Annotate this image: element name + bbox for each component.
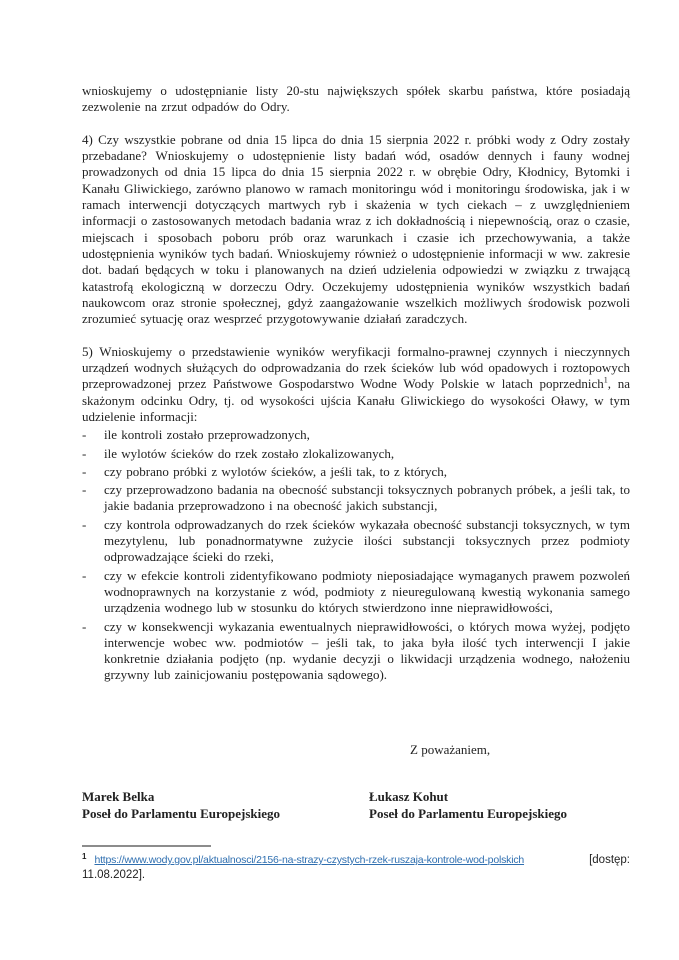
paragraph-point-5 [82, 344, 630, 425]
footnote-reference-superscript: 1 [603, 376, 608, 386]
list-item-text: czy w efekcie kontroli zidentyfikowano podmioty nieposiadające wymaganych prawem pozwoleń wodnoprawnych na korzystanie z wód, podmioty z nieuregulowaną kwestią wykonania samego urządzenia wodnego lub w stosunku do których stwierdzono inne nieprawidłowości, [104, 567, 630, 616]
list-item [82, 427, 630, 443]
signature-block [82, 788, 630, 822]
bullet-list [82, 427, 630, 683]
list-item [82, 619, 630, 684]
list-item-text: ile kontroli zostało przeprowadzonych, [104, 427, 310, 443]
footnote-access-date: 11.08.2022]. [82, 869, 146, 881]
signature-left [82, 788, 369, 822]
closing-salutation: Z poważaniem, [410, 742, 491, 757]
list-item [82, 464, 630, 480]
list-item-text: czy w konsekwencji wykazania ewentualnych nieprawidłowości, o których mowa wyżej, podjęto interwencje wobec ww. podmiotów – jeśli tak, to jaka była ilość tych interwencji I jakie konkretnie działania podjęto (np. wydanie decyzji o likwidacji urządzenia wodnego, nałożeniu grzywny lub zainicjowaniu postępowania sądowego). [104, 618, 630, 683]
list-item-text: czy przeprowadzono badania na obecność substancji toksycznych pobranych próbek, a jeśli tak, to jakie badania przeprowadzono i na obecność jakich substancji, [104, 482, 630, 514]
list-item [82, 517, 630, 566]
signatory-name: Marek Belka [82, 789, 155, 804]
list-item [82, 446, 630, 462]
bullet-dash: - [82, 618, 87, 634]
bullet-dash: - [82, 482, 87, 498]
bullet-dash: - [82, 516, 87, 532]
bullet-dash: - [82, 427, 87, 443]
point-5-text-after-footnote: , na skażonym odcinku Odry, tj. od wysokości ujścia Kanału Gliwickiego do wysokości Oławy, w tym udzielenie informacji: [82, 376, 630, 424]
footnote-access-label: [dostęp: [589, 854, 630, 866]
footnote-divider [82, 845, 211, 847]
point-5-text-before-footnote: 5) Wnioskujemy o przedstawienie wyników weryfikacji formalno-prawnej czynnych i nieczynnych urządzeń wodnych służących do odprowadzania do rzek ścieków lub wód opadowych i roztopowych przeprowadzonej przez Państwowe Gospodarstwo Wodne Wody Polskie w latach poprzednich [82, 343, 630, 392]
footnote-section [82, 845, 630, 881]
letter-body [82, 83, 630, 684]
list-item [82, 482, 630, 515]
bullet-dash: - [82, 567, 87, 583]
list-item [82, 568, 630, 617]
signature-right [369, 788, 630, 822]
footnote-marker: 1 [82, 852, 87, 861]
list-item-text: czy kontrola odprowadzanych do rzek ścieków wykazała obecność substancji toksycznych, w tym mezytylenu, lub ponadnormatywne zużycie ilości substancji toksycznych przez podmioty odprowadzające ścieki do rzeki, [104, 516, 630, 565]
bullet-dash: - [82, 463, 87, 479]
paragraph-intro: wnioskujemy o udostępnianie listy 20-stu największych spółek skarbu państwa, które posiadają zezwolenie na zrzut odpadów do Odry. [82, 83, 630, 115]
list-item-text: ile wylotów ścieków do rzek zostało zlokalizowanych, [104, 445, 395, 461]
signatory-name: Łukasz Kohut [369, 789, 449, 804]
bullet-dash: - [82, 445, 87, 461]
signatory-title: Poseł do Parlamentu Europejskiego [82, 806, 281, 821]
list-item-text: czy pobrano próbki z wylotów ścieków, a jeśli tak, to z których, [104, 463, 448, 479]
signatory-title: Poseł do Parlamentu Europejskiego [369, 806, 568, 821]
footnote-line-1 [82, 854, 630, 866]
footnote-link[interactable]: https://www.wody.gov.pl/aktualnosci/2156-na-strazy-czystych-rzek-ruszaja-kontrole-wod-polskich [94, 854, 525, 866]
paragraph-point-4: 4) Czy wszystkie pobrane od dnia 15 lipca do dnia 15 sierpnia 2022 r. próbki wody z Odry zostały przebadane? Wnioskujemy o udostępnienie listy badań wód, osadów dennych i fauny wodnej prowadzonych od dnia 15 lipca do dnia 15 sierpnia 2022 r. w obrębie Odry, Kłodnicy, Bytomki i Kanału Gliwickiego, zarówno planowo w ramach monitoringu wód i monitoringu środowiska, jak i w ramach interwencji dotyczących martwych ryb i skażenia w tych ciekach – z uwzględnieniem informacji o zastosowanych metodach badania wraz z ich dokładnością i niepewnością, oraz o czasie, miejscach i sposobach poboru prób oraz warunkach i czasie ich przechowywania, a także udostępnienia wyników tych badań. Wnioskujemy również o udostępnienie informacji w ww. zakresie dot. badań będących w toku i planowanych na dzień udzielenia odpowiedzi w związku z trwającą katastrofą ekologiczną w dorzeczu Odry. Oczekujemy udostępnienia wyników wszystkich badań naukowcom oraz stronie społecznej, gdyż zaangażowanie wszelkich możliwych środowisk pozwoli zrozumieć sytuację oraz wesprzeć przygotowywanie działań zaradczych. [82, 131, 630, 327]
